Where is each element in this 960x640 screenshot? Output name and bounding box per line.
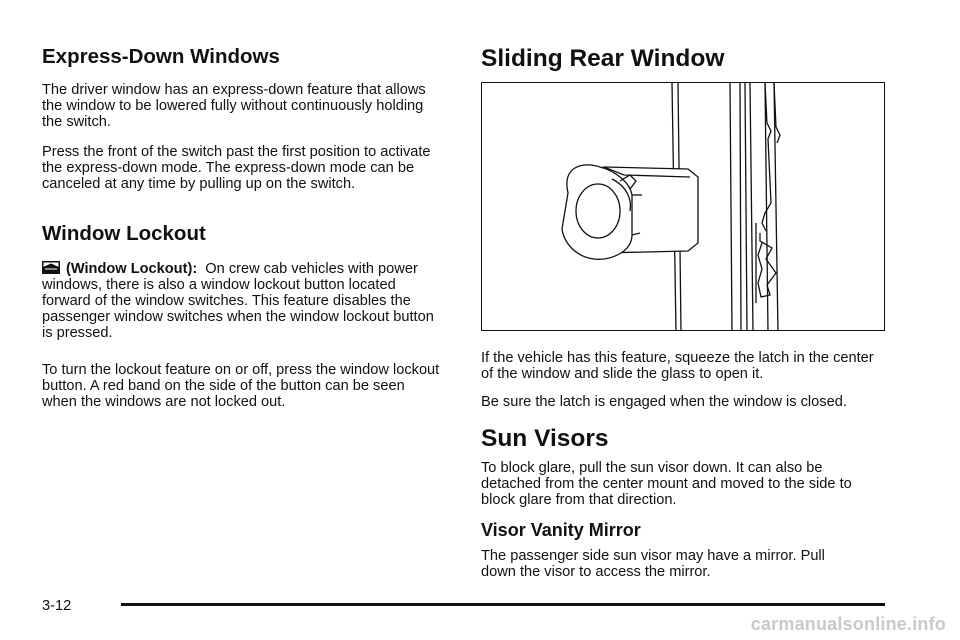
watermark: carmanualsonline.info bbox=[750, 614, 946, 634]
window-lockout-text: On crew cab vehicles with power windows, there is also a window lockout button located forward of the window switches. This feature disables the passenger window switches when the window lockout button is pressed. bbox=[42, 261, 434, 341]
sliding-rear-window-illustration bbox=[481, 82, 885, 331]
visor-vanity-mirror-paragraph: The passenger side sun visor may have a mirror. Pull down the visor to access the mirror. bbox=[481, 548, 825, 580]
express-down-paragraph-2: Press the front of the switch past the first position to activate the express-down mode. The express-down mode can be canceled at any time by pulling up on the switch. bbox=[42, 144, 431, 192]
sun-visors-heading: Sun Visors bbox=[481, 425, 609, 452]
window-lockout-icon bbox=[42, 261, 60, 274]
sun-visors-paragraph: To block glare, pull the sun visor down. It can also be detached from the center mount and moved to the side to block glare from that direction. bbox=[481, 460, 852, 508]
page-number: 3-12 bbox=[42, 598, 72, 614]
window-lockout-label: (Window Lockout): bbox=[66, 261, 198, 277]
sliding-rear-window-heading: Sliding Rear Window bbox=[481, 45, 725, 72]
express-down-heading: Express-Down Windows bbox=[42, 45, 280, 68]
window-lockout-paragraph-2: To turn the lockout feature on or off, press the window lockout button. A red band on the side of the button can be seen when the windows are not locked out. bbox=[42, 362, 440, 410]
express-down-paragraph-1: The driver window has an express-down feature that allows the window to be lowered fully without continuously holding the switch. bbox=[42, 82, 426, 130]
window-latch-drawing bbox=[482, 83, 885, 331]
sliding-rear-window-paragraph-2: Be sure the latch is engaged when the window is closed. bbox=[481, 394, 847, 410]
footer-divider bbox=[121, 603, 885, 606]
window-lockout-paragraph-1 bbox=[42, 261, 444, 341]
sliding-rear-window-paragraph-1: If the vehicle has this feature, squeeze the latch in the center of the window and slide the glass to open it. bbox=[481, 350, 874, 382]
window-lockout-heading: Window Lockout bbox=[42, 222, 206, 245]
visor-vanity-mirror-heading: Visor Vanity Mirror bbox=[481, 520, 641, 540]
